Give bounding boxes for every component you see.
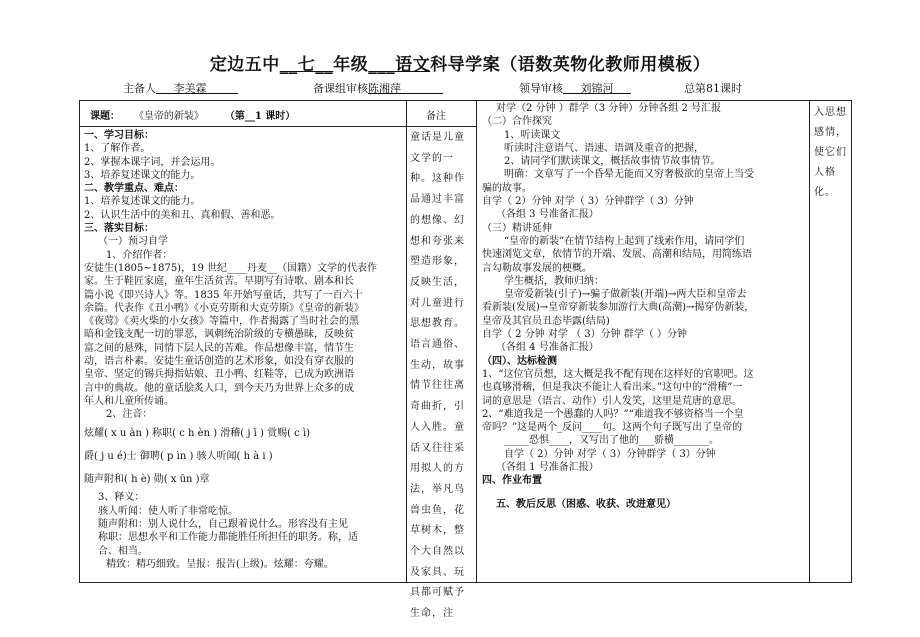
left-line: 一、学习目标：: [84, 130, 154, 141]
left-line: 3、释义：: [98, 492, 145, 504]
left-line: 家。生于鞋匠家庭，童年生活贫苦。早期写有诗歌、剧本和长: [84, 276, 354, 288]
right-line: （各组 4 号准备汇报）: [496, 342, 599, 354]
right-line: （各组 1 号准备汇报）: [496, 462, 599, 474]
left-line: 暗和金钱支配一切的罪恶，讽刺统治阶级的专横愚昧，反映贫: [84, 329, 354, 341]
right-line: 明确：文章写了一个昏晕无能而又穷奢极欲的皇帝上当受: [504, 169, 754, 181]
left-line: 年人和儿童所传诵。: [84, 395, 174, 407]
right-line: 对学（2 分钟 ）群学（3 分钟）分钟各组 2 号汇报: [496, 103, 721, 114]
right-line: （四）、达标检测: [482, 355, 557, 367]
left-line: 2、掌握本课字词，并会运用。: [84, 156, 221, 168]
right-line: 五、教后反思（困惑、收获、改进意见）: [496, 498, 676, 510]
right-line: “皇帝的新装”在情节结构上起到了线索作用，请同学们: [504, 235, 745, 247]
right-line: 学生概括，教师归纳：: [504, 275, 604, 287]
right-line: 看新装(发展)→皇帝穿新装参加游行大典(高潮)→揭穿伪新装，: [482, 302, 755, 314]
left-line: 随声附和( h è) 勋( x ūn )章: [84, 474, 210, 486]
left-line: 《夜莺》《卖火柴的小女孩》等篇中，作者揭露了当时社会的黑: [84, 316, 359, 328]
left-line: 2、注音：: [106, 409, 153, 421]
left-line: 1、培养复述课文的能力。: [84, 196, 201, 208]
right-line: 骗的故事。: [482, 182, 532, 194]
right-line: （二）合作探究: [482, 116, 552, 128]
right-line: 词的意思是（语言、动作）引人发笑，这里是荒唐的意思。: [482, 395, 742, 407]
col-divider: [809, 101, 810, 582]
left-line: 三、落实目标：: [84, 223, 154, 235]
left-line: 称职：思想水平和工作能力都能胜任所担任的职务。称，适: [98, 532, 358, 544]
left-line: 2、认识生活中的美和丑、真和假、善和恶。: [84, 209, 281, 221]
right-line: 快速浏览文章，依情节的开端、发展、高潮和结局，用简练语: [482, 249, 752, 261]
right-line: 2、请同学们默读课文，概括故事情节故事情节。: [504, 156, 721, 168]
left-line: 富之间的悬殊，同情下层人民的苦难。作品想像丰富，情节生: [84, 342, 354, 354]
left-content: [84, 129, 404, 581]
leader-info: 领导审核 刘锦河: [519, 82, 614, 95]
left-line: 言中的典故。他的童话脍炙人口，到今天乃为世界上众多的成: [84, 382, 354, 394]
left-line: 爵( j u é)士 御聘( p ìn ) 骇人听闻( h à i ): [84, 450, 273, 462]
left-line: 篇小说《即兴诗人》等。1835 年开始写童话，共写了一百六十: [84, 289, 363, 301]
preparer-info: 主备人 李美霖: [123, 82, 207, 95]
right-line: 自学（ 2）分钟 对学（ 3）分钟群学（ 3）分钟: [504, 448, 716, 460]
right-line: 自学（ 2）分钟 对学（ 3）分钟群学（ 3）分钟: [482, 196, 694, 208]
reviewer-info: 备课组审核陈湘萍: [313, 82, 401, 95]
right-line: 自学（ 2 分钟 对学 （ 3）分钟 群学（ ）分钟: [482, 329, 687, 341]
right-line: 1、听读课文: [504, 129, 561, 141]
lesson-topic: 课题： 《皇帝的新装》 （第__1 课时）: [90, 111, 296, 122]
right-line: 言勾勒故事发展的梗概。: [482, 262, 592, 274]
left-line: 二、教学重点、难点：: [84, 183, 184, 195]
right-line: （各组 3 号准备汇报）: [496, 209, 599, 221]
left-line: 1、介绍作者：: [106, 249, 173, 261]
left-line: 精致：精巧细致。呈报：报告(上级)。炫耀：夸耀。: [106, 558, 334, 570]
right-line: _____恐惧____，又写出了他的___骄横_______。: [504, 435, 719, 447]
right-line: 皇帝及其官员丑态毕露(结局): [482, 315, 610, 327]
left-line: 余篇。代表作《丑小鸭》《小克劳斯和大克劳斯》《皇帝的新装》: [84, 302, 364, 314]
left-line: （一）预习自学: [98, 236, 168, 248]
right-line: 1、“这位官员想，这大概是我不配有现在这样好的官职吧。这: [482, 368, 754, 380]
right-line: 帝吗？”这是两个_反问____句。这两个句子既写出了皇帝的: [482, 422, 743, 434]
col-divider: [406, 101, 407, 582]
left-line: 合、相当。: [98, 545, 148, 557]
col-divider: [476, 101, 477, 582]
right-line: 听读时注意语气、语速、语调及重音的把握，: [504, 142, 704, 154]
left-line: 骇人听闻：使人听了非常吃惊。: [98, 505, 238, 517]
right-line: 2、“难道我是一个愚蠢的人吗？”“难道我不够资格当一个皇: [482, 408, 744, 420]
right-notes: 入思想感情，使它们人格化。: [814, 107, 847, 198]
left-line: 皇帝、坚定的锡兵拇指姑娘、丑小鸭、红鞋等，已成为欧洲语: [84, 369, 354, 381]
total-period: 总第81课时: [684, 82, 742, 95]
right-content: [482, 102, 807, 580]
right-line: （三）精讲延伸: [482, 222, 552, 234]
right-line: [482, 488, 807, 498]
right-line: 四、作业布置: [482, 475, 542, 487]
left-line: 1、了解作者。: [84, 143, 151, 155]
left-line: 3、培养复述课文的能力。: [84, 169, 201, 181]
row-divider: [80, 126, 476, 127]
left-line: 随声附和：别人说什么，自己跟着说什么。形容没有主见: [98, 519, 348, 531]
left-line: 炫耀( x u àn ) 称职( c h èn ) 滑稽( j ī ) 赏赐( c ì): [84, 427, 311, 439]
right-line: 皇帝爱新装(引子)→骗子做新装(开端)→两大臣和皇帝去: [504, 289, 747, 301]
lesson-table: [79, 100, 852, 620]
page-title: 定边五中__七__年级___语文科导学案（语数英物化教师用模板）: [209, 55, 711, 75]
left-notes: 童话是儿童文学的一种。这种作品通过丰富的想像、幻想和夸张来塑造形象，反映生活，对儿童进行思想教育。语言通俗、生动，故事情节往往离奇曲折，引人入胜。童话又往往采用拟人的方法，举凡鸟兽虫鱼，花草树木，整个大自然以及家具、玩具都可赋予生命，注: [410, 132, 465, 620]
notes-header: 备注: [426, 111, 446, 122]
left-line: 安徒生(1805~1875)，19 世纪____丹麦__（国籍）文学的代表作: [84, 262, 377, 274]
right-line: 也真够滑稽，但是我决不能让人看出来。”这句中的“滑稽”一: [482, 382, 743, 394]
left-line: 动，语言朴素。安徒生童话创造的艺术形象，如没有穿衣服的: [84, 356, 354, 368]
